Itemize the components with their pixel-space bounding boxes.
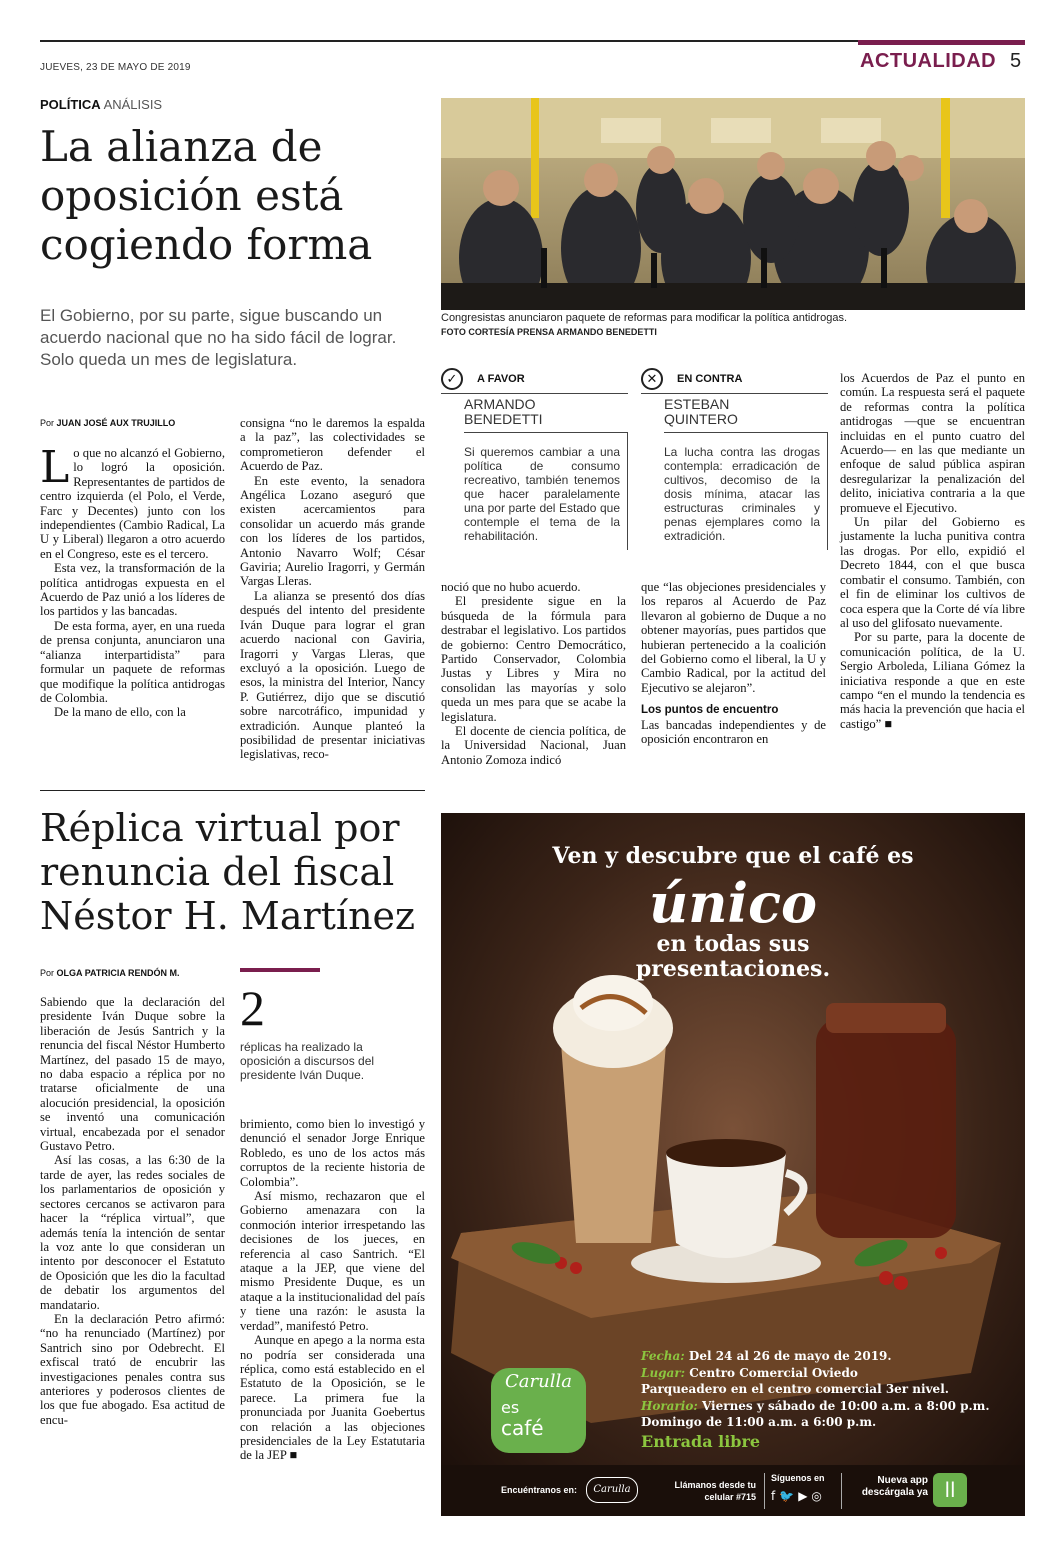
ad-footer	[441, 1465, 1025, 1516]
app-icon[interactable]: ll	[933, 1473, 967, 1507]
ad-event-details: Fecha: Del 24 al 26 de mayo de 2019. Lugar: Centro Comercial Oviedo Parqueadero en el centro comercial 3er nivel. Horario: Viernes y sábado de 10:00 a.m. a 8:00 p.m. Domingo de 11:00 a.m. a 6:00 p.m. Entrada libre	[641, 1349, 990, 1451]
section-divider	[40, 790, 425, 791]
page-number: 5	[1010, 50, 1022, 72]
article2-byline: Por OLGA PATRICIA RENDÓN M.	[40, 968, 180, 978]
press-conference-photo	[441, 98, 1025, 310]
footer-carulla-logo: Carulla	[586, 1477, 638, 1503]
contra-name: ESTEBAN QUINTERO	[664, 396, 738, 427]
siguenos: Síguenos en	[771, 1473, 825, 1483]
photo-caption: Congresistas anunciaron paquete de reformas para modificar la política antidrogas.	[441, 312, 848, 324]
favor-label: A FAVOR	[477, 373, 525, 385]
encuentranos: Encuéntranos en:	[501, 1485, 578, 1495]
kicker-bold: POLÍTICA	[40, 97, 101, 112]
carulla-logo-top: Carulla	[505, 1371, 572, 1392]
instagram-icon[interactable]: ◎	[811, 1489, 826, 1503]
stat-text: réplicas ha realizado la oposición a discursos del presidente Iván Duque.	[240, 1040, 375, 1082]
social-icons	[771, 1489, 826, 1503]
favor-quote: Si queremos cambiar a una política de consumo recreativo, también tenemos que hacer paralelamente una por parte del Estado que contemple el tema de la rehabilitación.	[464, 445, 620, 543]
entrada-libre: Entrada libre	[641, 1431, 761, 1451]
carulla-logo-es: es	[501, 1398, 520, 1417]
facebook-icon[interactable]: f	[771, 1489, 780, 1503]
stat-accent-bar	[240, 968, 320, 972]
article2-column-1: Sabiendo que la declaración del presidente Iván Duque sobre la liberación de Jesús Santrich y la renuncia del fiscal Néstor Humberto Martínez, del pasado 15 de mayo, no daba espacio a réplica por no tratarse oficialmente de una alocución presidencial, la oposición se inventó una comunicación virtual, encabezada por el senador Gustavo Petro. Así las cosas, a las 6:30 de la tarde de ayer, las redes sociales de los parlamentarios de oposición y sectores cercanos se activaron para hacer la “réplica virtual”, que además tenía la intención de sentar la voz ante lo que consideran un intento por desconocer el Estatuto de Oposición que les dio la facultad de debatir los argumentos del mandatario. En la declaración Petro afirmó: “no ha renunciado (Martínez) por Santrich sino por Odebrecht. El exfiscal trató de encubrir las investigaciones penales contra sus anteriores y poderosos clientes de los que fue abogado. Esa actitud de encu-	[40, 995, 225, 1427]
check-icon: ✓	[441, 368, 463, 390]
carulla-coffee-ad	[441, 813, 1025, 1516]
article1-byline: Por JUAN JOSÉ AUX TRUJILLO	[40, 418, 176, 428]
article1-column-1: Lo que no alcanzó el Gobierno, lo logró la oposición. Representantes de partidos de centro izquierda (el Polo, el Verde, Farc y Decentes) junto con los independientes (Cambio Radical, La U y Liberal) llegaron a otro acuerdo en el Congreso, este es el tercero. Esta vez, la transformación de la política antidrogas expuesta en el Acuerdo de Paz unió a los líderes de los partidos y las bancadas. De esta forma, ayer, en una rueda de prensa conjunta, anunciaron una “alianza interpartidista” para formular un paquete de reformas que modifique la política antidrogas de Colombia. De la mano de ello, con la	[40, 442, 225, 720]
article2-headline: Réplica virtual por renuncia del fiscal Néstor H. Martínez	[40, 806, 416, 938]
youtube-icon[interactable]: ▶	[798, 1489, 812, 1503]
kicker-light: ANÁLISIS	[103, 97, 163, 112]
llamanos: Llámanos desde tu celular #715	[674, 1480, 756, 1502]
article1-subhead: El Gobierno, por su parte, sigue buscando un acuerdo nacional que no ha sido fácil de lograr. Solo queda un mes de legislatura.	[40, 306, 397, 369]
dropcap: L	[40, 442, 70, 493]
contra-label: EN CONTRA	[677, 373, 743, 385]
kicker	[40, 97, 162, 112]
x-icon: ✕	[641, 368, 663, 390]
nueva-app: Nueva app descárgala ya	[861, 1475, 928, 1498]
article1-column-4: que “las objeciones presidenciales y los reparos al Acuerdo de Paz llevaron al gobierno de Duque a no obtener mayorías, pues partidos que hubieran pertenecido a la coalición del Gobierno como el liberal, la U y Cambio Radical, por la actitud del Ejecutivo se alejaron”. Los puntos de encuentro Las bancadas independientes y de oposición encontraron en	[641, 580, 826, 747]
ad-line-3: en todas sus	[656, 931, 810, 957]
stat-number: 2	[240, 980, 265, 1036]
section-name: ACTUALIDAD	[860, 50, 997, 72]
article1-column-5: los Acuerdos de Paz el punto en común. La respuesta será el paquete de reformas contra la política antidrogas —que se encuentran incluidas en el punto cuatro del Acuerdo— en las que mediante un enfoque de salud pública aspiran desregularizar la penalización del delito, iniciativa contraria a la que promueve el Ejecutivo. Un pilar del Gobierno es justamente la lucha punitiva contra las drogas. Por ello, expidió el Decreto 1844, con el que busca combatir el consumo. También, con el fin de eliminar los cultivos de coca espera que la Corte dé vía libre al uso del glifosato nuevamente. Por su parte, para la docente de comunicación política, de la U. Sergio Arboleda, Liliana Gómez la iniciativa responde a que en este campo “en el mundo la tendencia es más hacia la prevención que hacia el castigo” ■	[840, 371, 1025, 731]
article1-column-2: consigna “no le daremos la espalda a la paz”, las colectividades se comprometieron defender el Acuerdo de Paz. En este evento, la senadora Angélica Lozano aseguró que existen acercamientos para consolidar un acuerdo más grande con los líderes de los partidos, Antonio Navarro Wolf; César Gaviria; Aurelio Iragorri, y Germán Vargas Lleras. La alianza se presentó dos días después del intento del presidente Iván Duque para lograr el gran acuerdo nacional con Gaviria, Iragorri y Vargas Lleras, que excluyó a la oposición. Luego de esos, la ministra del Interior, Nancy P. Gutiérrez, dijo que se discutió sobre narcotráfico, impunidad y extradición. Aunque planteó la posibilidad de presentar iniciativas legislativas, reco-	[240, 416, 425, 762]
article1-column-3: noció que no hubo acuerdo. El presidente sigue en la búsqueda de la fórmula para destrabar el legislativo. Los partidos de gobierno: Centro Democrático, Partido Conservador, Colombia Justas y Libres y Mira no consolidan las mayorías y solo queda un mes para que se acabe la legislatura. El docente de ciencia política, de la Universidad Nacional, Juan Antonio Zomoza indicó	[441, 580, 626, 767]
photo-credit: FOTO CORTESÍA PRENSA ARMANDO BENEDETTI	[441, 327, 657, 337]
article2-column-2: brimiento, como bien lo investigó y denunció el senador Jorge Enrique Robledo, es uno de los actos más corruptos de la reciente historia de Colombia”. Así mismo, rechazaron que el Gobierno amenazara con la conmoción interior irrespetando las decisiones de los jueces, en referencia al caso Santrich. “El ataque a la JEP, que viene del mismo Presidente Duque, es un ataque a la institucionalidad del país y tiene una razón: le asusta la verdad”, manifestó Petro. Aunque en apego a la norma esta no podría ser considerada una réplica, como está establecido en el Estatuto de la Oposición, se le parece. La primera fue la pronunciada por Juanita Goebertus con relación a las objeciones presidenciales de la Ley Estatutaria de la JEP ■	[240, 1117, 425, 1463]
ad-line-4: presentaciones.	[635, 956, 831, 982]
contra-quote: La lucha contra las drogas contempla: erradicación de cultivos, decomiso de la dosis mínima, atacar las estructuras criminales y penas ejemplares como la extradición.	[664, 445, 820, 543]
section-subhead: Los puntos de encuentro	[641, 704, 779, 717]
ad-line-1: Ven y descubre que el café es	[552, 843, 914, 869]
contra-box	[641, 368, 828, 553]
ad-big-word: único	[649, 871, 817, 935]
favor-name: ARMANDO BENEDETTI	[464, 396, 543, 427]
favor-box	[441, 368, 628, 553]
carulla-logo-cafe: café	[501, 1416, 544, 1440]
twitter-icon[interactable]: 🐦	[779, 1489, 799, 1503]
section-accent-bar	[858, 40, 1025, 45]
article1-headline: La alianza de oposición está cogiendo forma	[40, 122, 373, 269]
date-line: JUEVES, 23 DE MAYO DE 2019	[40, 62, 191, 73]
